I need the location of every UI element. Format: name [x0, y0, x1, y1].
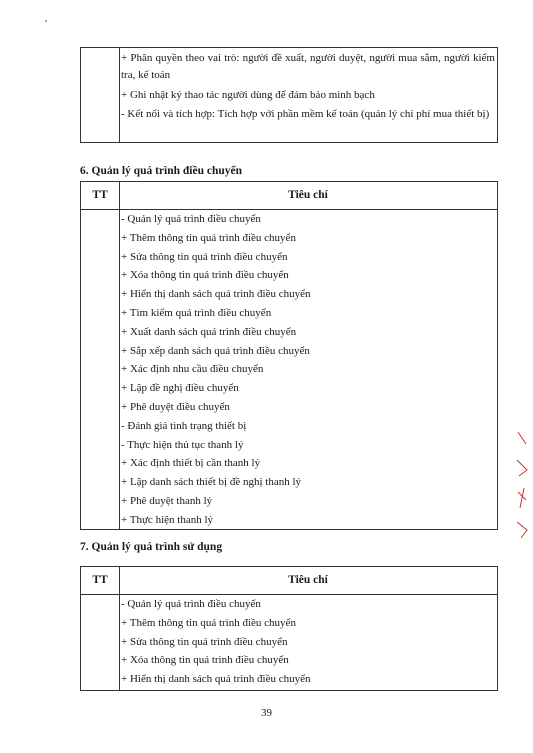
header-tt: TT — [92, 574, 108, 586]
tt-column — [81, 182, 120, 529]
header-tt: TT — [92, 189, 108, 201]
list-item: + Xác định nhu cầu điều chuyển — [121, 363, 264, 376]
list-item: + Hiển thị danh sách quá trình điều chuyển — [121, 288, 311, 301]
list-item: + Phê duyệt thanh lý — [121, 494, 213, 507]
list-item: + Xuất danh sách quá trình điều chuyển — [121, 325, 297, 338]
list-item: + Thêm thông tin quá trình điều chuyển — [121, 231, 296, 244]
list-item: + Lập danh sách thiết bị đề nghị thanh lý — [121, 476, 302, 489]
list-item: - Quản lý quá trình điều chuyển — [121, 598, 261, 610]
list-item: - Kết nối và tích hợp: Tích hợp với phần mềm kế toán (quản lý chi phí mua thiết bị) — [121, 108, 490, 120]
list-item: + Sửa thông tin quá trình điều chuyển — [121, 250, 288, 263]
margin-signature-marks — [515, 430, 529, 540]
criteria-cell — [121, 50, 495, 123]
header-criteria: Tiêu chí — [288, 574, 328, 586]
list-item: + Phân quyền theo vai trò: người đề xuất, người duyệt, người mua sắm, người kiểm tra, kế toán — [121, 52, 495, 81]
list-item: - Đánh giá tình trạng thiết bị — [121, 419, 247, 432]
list-item: - Quản lý quá trình điều chuyển — [121, 213, 261, 225]
table-header — [81, 567, 497, 595]
list-item: + Xóa thông tin quá trình điều chuyển — [121, 269, 289, 282]
table-section-7 — [80, 566, 498, 691]
table-header — [81, 182, 497, 210]
list-item: + Sắp xếp danh sách quá trình điều chuyển — [121, 344, 310, 357]
table-continued — [80, 47, 498, 143]
criteria-cell — [121, 595, 495, 689]
speck — [45, 20, 47, 22]
list-item: + Xác định thiết bị cần thanh lý — [121, 457, 261, 470]
section-7-heading: 7. Quản lý quá trình sử dụng — [80, 541, 223, 553]
section-6-heading: 6. Quản lý quá trình điều chuyển — [80, 165, 243, 177]
list-item: + Sửa thông tin quá trình điều chuyển — [121, 635, 288, 648]
criteria-cell — [121, 210, 495, 530]
list-item: + Xóa thông tin quá trình điều chuyển — [121, 654, 289, 667]
header-criteria: Tiêu chí — [288, 189, 328, 201]
list-item: + Phê duyệt điều chuyển — [121, 400, 230, 413]
list-item: + Lập đề nghị điều chuyển — [121, 382, 239, 395]
list-item: + Thực hiện thanh lý — [121, 513, 214, 526]
page-number: 39 — [261, 707, 272, 719]
list-item: - Thực hiện thủ tục thanh lý — [121, 438, 244, 451]
list-item: + Hiển thị danh sách quá trình điều chuyển — [121, 673, 311, 686]
list-item: + Ghi nhật ký thao tác người dùng để đảm bảo minh bạch — [121, 89, 375, 101]
tt-column — [81, 48, 120, 142]
list-item: + Tìm kiếm quá trình điều chuyển — [121, 306, 272, 319]
table-section-6 — [80, 181, 498, 530]
list-item: + Thêm thông tin quá trình điều chuyển — [121, 616, 296, 629]
